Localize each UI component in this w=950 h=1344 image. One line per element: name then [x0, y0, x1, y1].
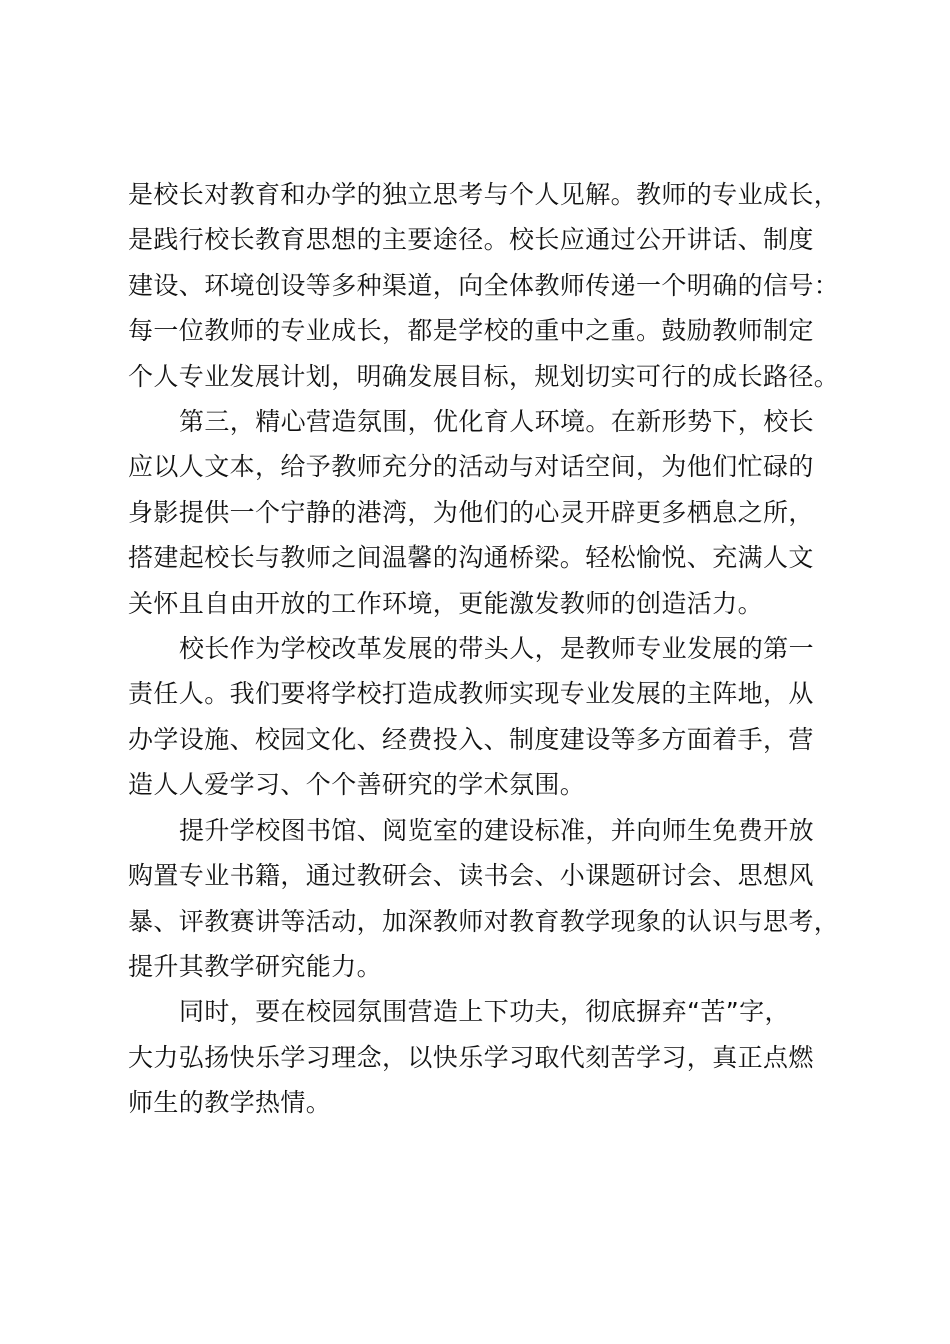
text-line: 身影提供一个宁静的港湾，为他们的心灵开辟更多栖息之所， — [128, 497, 814, 527]
paragraph-start-line: 提升学校图书馆、阅览室的建设标准，并向师生免费开放 — [179, 815, 815, 845]
document-body — [128, 172, 840, 1126]
paragraph-start-line: 校长作为学校改革发展的带头人，是教师专业发展的第一 — [179, 634, 815, 664]
text-line: 提升其教学研究能力。 — [128, 951, 383, 981]
text-line: 大力弘扬快乐学习理念，以快乐学习取代刻苦学习，真正点燃 — [128, 1042, 814, 1072]
text-line: 每一位教师的专业成长，都是学校的重中之重。鼓励教师制定 — [128, 316, 814, 346]
text-line: 搭建起校长与教师之间温馨的沟通桥梁。轻松愉悦、充满人文 — [128, 543, 814, 573]
paragraph-start-line: 第三，精心营造氛围，优化育人环境。在新形势下，校长 — [179, 407, 815, 437]
text-line: 办学设施、校园文化、经费投入、制度建设等多方面着手，营 — [128, 724, 814, 754]
text-line: 责任人。我们要将学校打造成教师实现专业发展的主阵地，从 — [128, 679, 814, 709]
text-line: 购置专业书籍，通过教研会、读书会、小课题研讨会、思想风 — [128, 861, 814, 891]
text-line: 建设、环境创设等多种渠道，向全体教师传递一个明确的信号： — [128, 270, 840, 300]
text-line: 师生的教学热情。 — [128, 1088, 332, 1118]
text-line: 个人专业发展计划，明确发展目标，规划切实可行的成长路径。 — [128, 361, 840, 391]
text-line: 是校长对教育和办学的独立思考与个人见解。教师的专业成长， — [128, 180, 840, 209]
paragraph-start-line: 同时，要在校园氛围营造上下功夫，彻底摒弃“苦”字， — [179, 997, 790, 1027]
text-line: 应以人文本，给予教师充分的活动与对话空间，为他们忙碌的 — [128, 452, 814, 482]
text-line: 是践行校长教育思想的主要途径。校长应通过公开讲话、制度 — [128, 225, 814, 255]
text-line: 造人人爱学习、个个善研究的学术氛围。 — [128, 770, 586, 800]
text-line: 关怀且自由开放的工作环境，更能激发教师的创造活力。 — [128, 588, 764, 618]
text-line: 暴、评教赛讲等活动，加深教师对教育教学现象的认识与思考， — [128, 906, 840, 936]
